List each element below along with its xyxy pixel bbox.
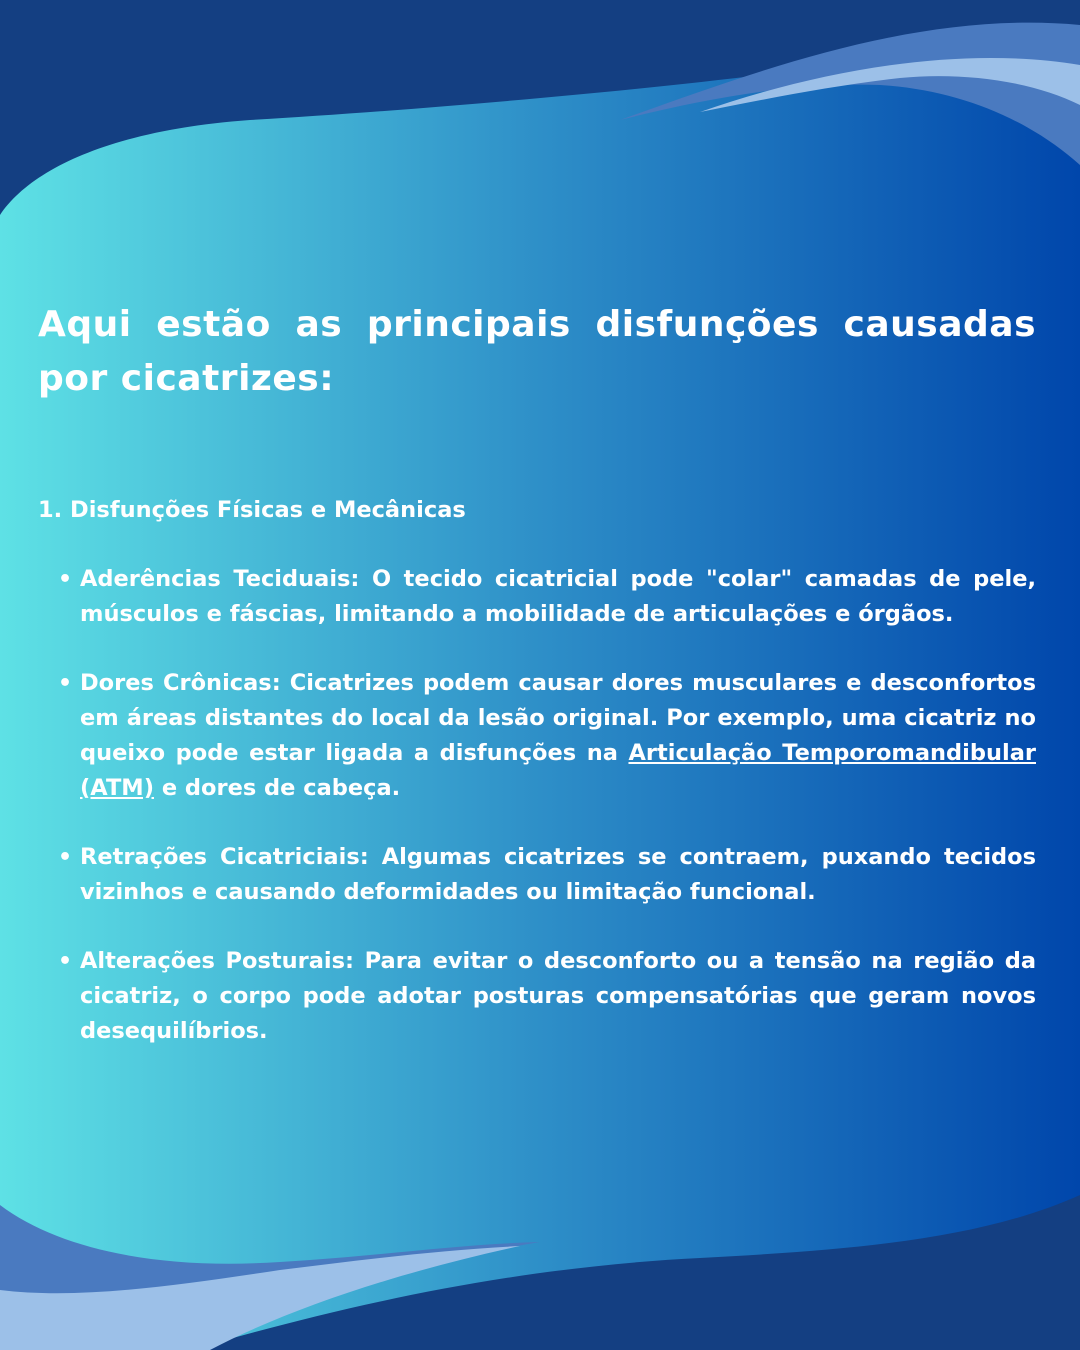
list-item-text-after-link: e dores de cabeça.	[153, 775, 401, 801]
dysfunction-list	[38, 562, 1036, 1049]
bullet-icon: •	[58, 845, 73, 870]
list-item	[38, 562, 1036, 632]
list-item-text: Aderências Teciduais: O tecido cicatricial pode "colar" camadas de pele, músculos e fáscias, limitando a mobilidade de articulações e órgãos.	[80, 566, 1036, 627]
page-title: Aqui estão as principais disfunções causadas por cicatrizes:	[38, 304, 1036, 399]
list-item-text-before-link: Dores Crônicas: Cicatrizes podem causar dores musculares e desconfortos em áreas distantes do local da lesão original. Por exemplo, uma cicatriz no queixo pode estar ligada a disfunções na	[80, 670, 1036, 766]
list-item	[38, 840, 1036, 910]
list-item-text: Retrações Cicatriciais: Algumas cicatrizes se contraem, puxando tecidos vizinhos e causando deformidades ou limitação funcional.	[80, 844, 1036, 905]
atm-link[interactable]: Articulação Temporomandibular (ATM)	[80, 740, 1036, 801]
bullet-icon: •	[58, 671, 73, 696]
bullet-icon: •	[58, 949, 73, 974]
bullet-icon: •	[58, 567, 73, 592]
content	[38, 298, 1036, 1083]
list-item-text: Alterações Posturais: Para evitar o desconforto ou a tensão na região da cicatriz, o corpo pode adotar posturas compensatórias que geram novos desequilíbrios.	[80, 948, 1036, 1044]
list-item	[38, 944, 1036, 1049]
list-item	[38, 666, 1036, 806]
section-heading: 1. Disfunções Físicas e Mecânicas	[38, 497, 466, 523]
